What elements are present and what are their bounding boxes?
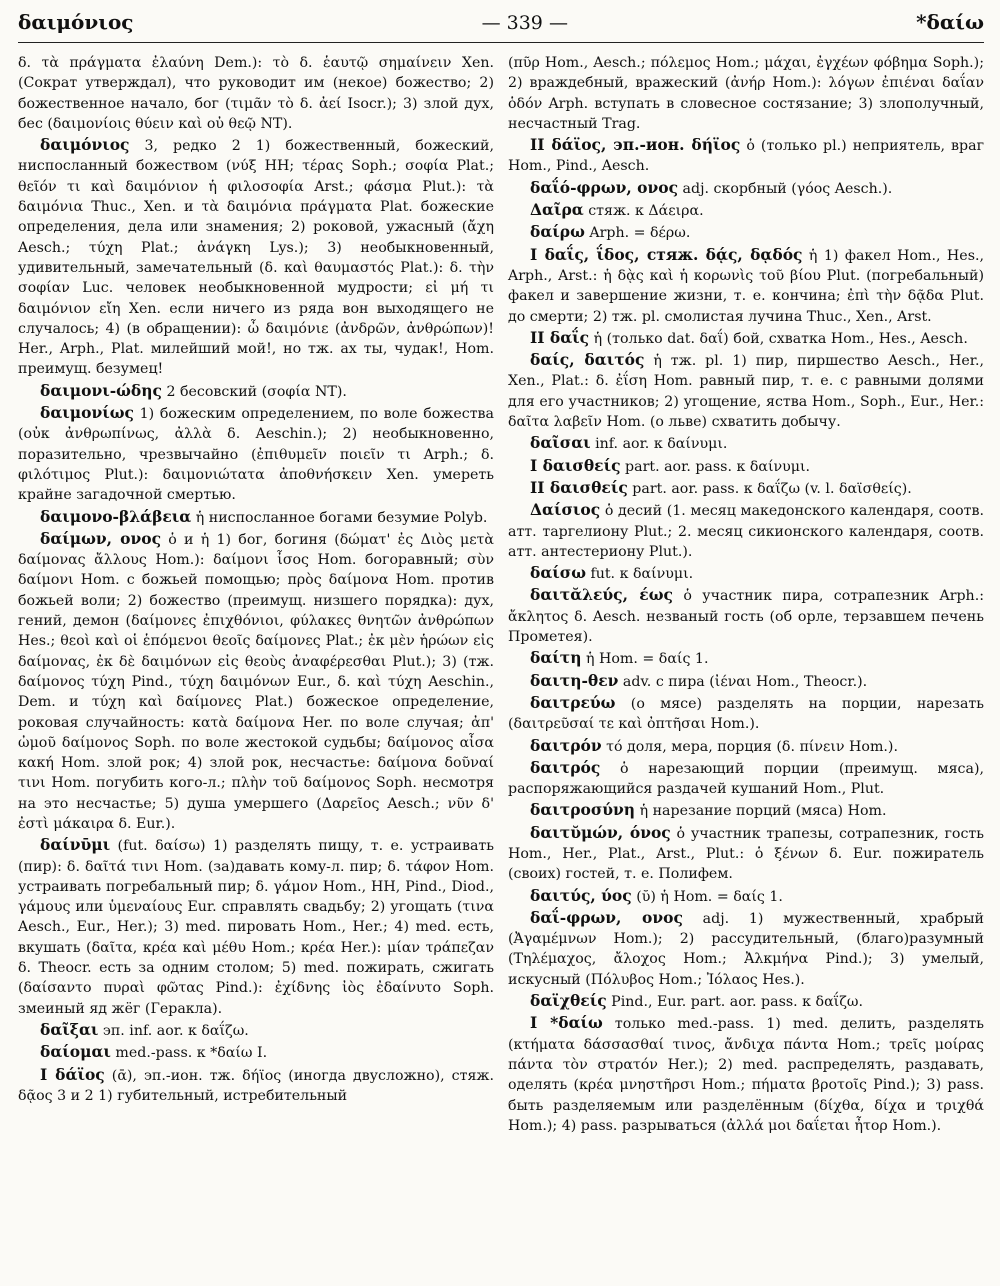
entry-definition: (ᾱ), эп.-ион. тж. δήϊος (иногда двусложно), стяж. δᾷος 3 и 2 1) губительный, истребительный — [18, 1067, 494, 1104]
entry-headword: δαίνῡμι — [40, 835, 111, 855]
entry-definition: ὁ нарезающий порции (преимущ. мяса), распоряжающийся раздачей кушаний Hom., Plut. — [508, 760, 984, 798]
page-header — [18, 10, 984, 43]
entry-headword: I δαισθείς — [530, 455, 621, 475]
entry-definition: стяж. к Δάειρα. — [583, 203, 704, 220]
dictionary-entry — [508, 736, 984, 757]
entry-headword: δαιμονο-βλάβεια — [40, 506, 192, 526]
entry-headword: δαίσω — [530, 563, 586, 583]
dictionary-entry — [508, 245, 984, 327]
entry-definition: ἡ ниспосланное богами безумие Polyb. — [191, 509, 488, 526]
entry-definition: ὁ десий (1. месяц македонского календаря, соотв. атт. таргелиону Plut.; 2. месяц сикионского календаря, соотв. атт. антестериону Plut.). — [508, 503, 984, 560]
dictionary-entry — [508, 823, 984, 885]
dictionary-entry — [508, 433, 984, 454]
right-column — [508, 53, 984, 1137]
dictionary-entry — [508, 478, 984, 499]
entry-definition: ἡ 1) факел Hom., Hes., Arph., Arst.: ἡ δᾲς καὶ ἡ κορωνὶς τοῦ βίου Plut. (погребальный) факел и завершение жизни, т. е. кончина; ἐπὶ τὴν δᾷδα Plut. до смерти; 2) тж. pl. смолистая лучина Thuc., Xen., Arst. — [508, 247, 984, 325]
entry-headword: δαιμονίως — [40, 403, 134, 423]
entry-headword: δαίομαι — [40, 1042, 111, 1062]
entry-headword: δαιμόνιος — [40, 135, 130, 155]
entry-definition: (fut. δαίσω) 1) разделять пищу, т. е. устраивать (пир): δ. δαῖτά τινι Hom. (за)давать кому-л. пир; δ. τάφον Hom. устраивать погребальный пир; δ. γάμον Hom., HH, Pind., Diod., γάμους или ὑμεναίους Eur. справлять свадьбу; 2) угощать (τινα Aesch., Eur., Her.); 3) med. пировать Hom., Her.; 4) med. есть, вкушать (δαῖτα, κρέα καὶ μέθυ Hom.; κρέα Her.): μίαν τράπεζαν δ. Theocr. есть за одним столом; 5) med. пожирать, сжигать (δαίσαντο πυραὶ φῶτας Pind.): ἐχίδνης ἰὸς ἐδαίνυτο Soph. змеиный яд жёг (Геракла). — [18, 838, 494, 1017]
dictionary-entry — [18, 1020, 494, 1041]
dictionary-entry — [18, 529, 494, 834]
entry-headword: δαΐ-φρων, ονος — [530, 907, 683, 927]
dictionary-entry — [18, 403, 494, 505]
dictionary-entry — [508, 758, 984, 800]
entry-headword: δαίρω — [530, 222, 585, 242]
entry-definition: δ. τὰ πράγματα ἐλαύνη Dem.): τὸ δ. ἑαυτῷ σημαίνειν Xen. (Сократ утверждал), что руководит им (некое) божество; 2) божественное начало, бог (τιμᾶν τὸ δ. ἀεί Isocr.); 3) злой дух, бес (δαιμονίοις θύειν καὶ οὐ θεῷ NT). — [18, 55, 494, 132]
entry-definition: 3, редко 2 1) божественный, божеский, ниспосланный божеством (νύξ HH; τέρας Soph.; σοφία Plat.; θεῖόν τι καὶ δαιμόνιον ἡ φιλοσοφία Arst.; φάσμα Plut.): τὰ δαιμόνια Thuc., Xen. и τὰ δαιμόνια πράγματα Plat. божеские определения, дела или знамения; 2) роковой, ужасный (ἄχη Aesch.; τύχη Plat.; ἀνάγκη Lys.); 3) необыкновенный, удивительный, замечательный (δ. καὶ θαυμαστός Plat.): δ. τὴν σοφίαν Luc. человек необыкновенной мудрости; εἰ μή τι δαιμόνιον εἴη Xen. если ничего из ряда вон выходящего не случалось; 4) (в обращении): ὦ δαιμόνιε (ἀνδρῶν, ἀνθρώπων)! Her., Arph., Plat. милейший мой!, но тж. ах ты, чудак!, Hom. преимущ. безумец! — [18, 138, 494, 378]
page-number: — 339 — — [481, 12, 568, 34]
dictionary-entry — [508, 991, 984, 1012]
dictionary-entry — [508, 1013, 984, 1136]
columns — [18, 53, 984, 1137]
dictionary-entry — [18, 835, 494, 1019]
dictionary-entry — [508, 135, 984, 177]
entry-definition: part. aor. pass. к δαίνυμι. — [620, 458, 811, 475]
entry-headword: δαιτρεύω — [530, 692, 616, 712]
dictionary-entry — [508, 53, 984, 134]
entry-definition: τό доля, мера, порция (δ. πίνειν Hom.). — [601, 738, 898, 755]
dictionary-entry — [18, 135, 494, 380]
entry-definition: ἡ нарезание порций (мяса) Hom. — [635, 803, 887, 820]
entry-definition: adj. 1) мужественный, храбрый (Ἀγαμέμνων Hom.); 2) рассудительный, (благо)разумный (Τηλέμαχος, ἄλοχος Hom.; Ἀλκμήνα Pind.); 3) умелый, искусный (Πόλυβος Hom.; Ἰόλαος Hes.). — [508, 910, 984, 988]
dictionary-entry — [508, 908, 984, 990]
entry-definition: (о мясе) разделять на порции, нарезать (δαιτρεῦσαί τε καὶ ὀπτῆσαι Hom.). — [508, 695, 984, 733]
entry-headword: Δαίσιος — [530, 500, 601, 520]
entry-definition: ἡ Hom. = δαίς 1. — [581, 651, 709, 668]
dictionary-entry — [508, 456, 984, 477]
dictionary-entry — [18, 507, 494, 528]
entry-definition: med.-pass. к *δαίω I. — [110, 1045, 268, 1062]
dictionary-entry — [508, 585, 984, 647]
dictionary-entry — [508, 693, 984, 735]
dictionary-entry — [508, 200, 984, 221]
dictionary-entry — [508, 563, 984, 584]
dictionary-entry — [508, 350, 984, 432]
header-left-word: δαιμόνιος — [18, 10, 134, 34]
entry-definition: (ῠ) ἡ Hom. = δαίς 1. — [631, 888, 783, 905]
entry-definition: Arph. = δέρω. — [584, 225, 691, 242]
entry-headword: δαϊχθείς — [530, 991, 607, 1011]
entry-headword: I *δαίω — [530, 1013, 603, 1033]
entry-definition: ὁ и ἡ 1) бог, богиня (δώματ' ἐς Διὸς μετὰ δαίμονας ἄλλους Hom.): δαίμονι ἶσος Hom. богоравный; σὺν δαίμονι Hom. с божьей помощью; πρὸς δαίμονα Hom. против божьей воли; 2) божество (преимущ. низшего порядка): дух, гений, демон (δαίμονες ἐπιχθόνιοι, φύλακες θνητῶν ἀνθρώπων Hes.; θεοὶ καὶ οἱ ἑπόμενοι θεοῖς δαίμονες Plat.; ἐκ μὲν ἡρώων εἰς δαίμονας, ἐκ δὲ δαιμόνων εἰς θεοὺς ἀναφέρεσθαι Plut.); 3) (тж. δαίμονος τύχη Pind., τύχη δαιμόνων Eur., δ. καὶ τύχη Aeschin., Dem. и τύχη καὶ δαίμονες Plat.) божеское определение, роковая случайность: κατὰ δαίμονα Her. по воле случая; ἀπ' ὠμοῦ δαίμονος Soph. по воле жестокой судьбы; δαίμονος αἶσα κακή Hom. злой рок; 4) злой рок, несчастье: δαίμονα δοῦναί τινι Hom. погубить кого-л.; πλὴν τοῦ δαίμονος Soph. несмотря на это несчастье; 5) душа умершего (Δαρεῖος Aesch.; νῦν δ' ἐστὶ μάκαιρα δ. Eur.). — [18, 531, 494, 832]
entry-headword: δαιτη-θεν — [530, 670, 619, 690]
entry-definition: (πῦρ Hom., Aesch.; πόλεμος Hom.; μάχαι, ἐγχέων φόβημα Soph.); 2) враждебный, вражеский (ἀνήρ Hom.): λόγων ἐπιέναι δαΐαν ὁδόν Arph. вступать в словесное состязание; 3) злополучный, несчастный Trag. — [508, 55, 984, 132]
entry-headword: δαῖσαι — [530, 433, 591, 453]
entry-headword: δαίτη — [530, 648, 582, 668]
entry-definition: 2 бесовский (σοφία NT). — [161, 383, 347, 400]
dictionary-entry — [508, 178, 984, 199]
entry-definition: Pind., Eur. part. aor. pass. к δαΐζω. — [606, 994, 863, 1011]
dictionary-entry — [508, 886, 984, 907]
entry-headword: δαιτροσύνη — [530, 800, 636, 820]
entry-definition: part. aor. pass. к δαΐζω (v. l. δαϊσθείς). — [627, 480, 912, 497]
entry-headword: δαῖξαι — [40, 1019, 99, 1039]
dictionary-entry — [18, 53, 494, 134]
dictionary-entry — [508, 671, 984, 692]
entry-headword: δαιτῠμών, όνος — [530, 822, 671, 842]
entry-definition: ὁ участник трапезы, сотрапезник, гость Hom., Her., Plat., Arst., Plut.: ὁ ξένων δ. Eur. пожиратель (своих) гостей, т. е. Полифем. — [508, 825, 984, 883]
entry-headword: δαιτρόν — [530, 735, 602, 755]
entry-headword: Δαῖρα — [530, 200, 584, 220]
entry-headword: δαιτρός — [530, 757, 601, 777]
entry-definition: эп. inf. aor. к δαΐζω. — [98, 1022, 249, 1039]
entry-headword: II δαΐς — [530, 327, 590, 347]
dictionary-entry — [508, 222, 984, 243]
entry-definition: ὁ участник пира, сотрапезник Arph.: ἄκλητος δ. Aesch. незваный гость (об орле, терзавшем печень Прометея). — [508, 588, 984, 646]
dictionary-entry — [508, 328, 984, 349]
entry-definition: fut. к δαίνυμι. — [585, 566, 694, 583]
entry-headword: δαιτᾰλεύς, έως — [530, 585, 673, 605]
dictionary-entry — [18, 1042, 494, 1063]
entry-definition: adv. с пира (ἰέναι Hom., Theocr.). — [618, 673, 868, 690]
entry-definition: только med.-pass. 1) med. делить, разделять (κτήματα δάσσασθαί τινος, ἄνδιχα πάντα Hom.; τρεῖς μοίρας πάντα τὸν στρατόν Her.); 2) med. распределять, раздавать, оделять (κρέα μνηστῆρσι Hom.; πήματα βροτοῖς Pind.); 3) pass. быть разделяемым или разделённым (δίχθα, δίχα и τριχθά Hom.); 4) pass. разрываться (ἀλλά μοι δαΐεται ἦτορ Hom.). — [508, 1016, 985, 1134]
entry-headword: II δαισθείς — [530, 477, 628, 497]
entry-definition: ἡ (только dat. δαΐ) бой, схватка Hom., Hes., Aesch. — [589, 330, 968, 347]
entry-headword: δαιμονι-ώδης — [40, 380, 162, 400]
entry-headword: δαιτύς, ύος — [530, 885, 632, 905]
entry-headword: II δάϊος, эп.-ион. δήϊος — [530, 135, 741, 155]
entry-definition: 1) божеским определением, по воле божества (οὐκ ἀνθρωπίνως, ἀλλὰ δ. Aeschin.); 2) необыкновенно, поразительно, чрезвычайно (ἐπιθυμεῖν ποιεῖν τι Arph.; δ. φιλότιμος Plut.): δαιμονιώτατα ἀποθνήσκειν Xen. умереть крайне загадочной смертью. — [18, 406, 494, 504]
entry-headword: δαίμων, ονος — [40, 528, 162, 548]
left-column — [18, 53, 494, 1137]
entry-headword: I δαΐς, ΐδος, стяж. δᾴς, δᾳδός — [530, 244, 803, 264]
entry-headword: δαίς, δαιτός — [530, 350, 645, 370]
dictionary-entry — [18, 381, 494, 402]
entry-headword: I δάϊος — [40, 1064, 105, 1084]
entry-definition: inf. aor. к δαίνυμι. — [590, 436, 728, 453]
entry-definition: adj. скорбный (γόος Aesch.). — [678, 180, 893, 197]
entry-definition: ἡ тж. pl. 1) пир, пиршество Aesch., Her., Xen., Plat.: δ. ἐΐση Hom. равный пир, т. е. с равными долями для его участников; 2) угощение, яства Hom., Soph., Eur., Her.: δαῖτα λαβεῖν Hom. (о льве) схватить добычу. — [508, 353, 985, 431]
entry-headword: δαΐό-φρων, ονος — [530, 177, 679, 197]
dictionary-entry — [508, 648, 984, 669]
dictionary-entry — [18, 1065, 494, 1107]
dictionary-entry — [508, 800, 984, 821]
dictionary-entry — [508, 500, 984, 562]
header-right-word: *δαίω — [916, 10, 984, 34]
entry-definition: ὁ (только pl.) неприятель, враг Hom., Pind., Aesch. — [508, 138, 985, 175]
